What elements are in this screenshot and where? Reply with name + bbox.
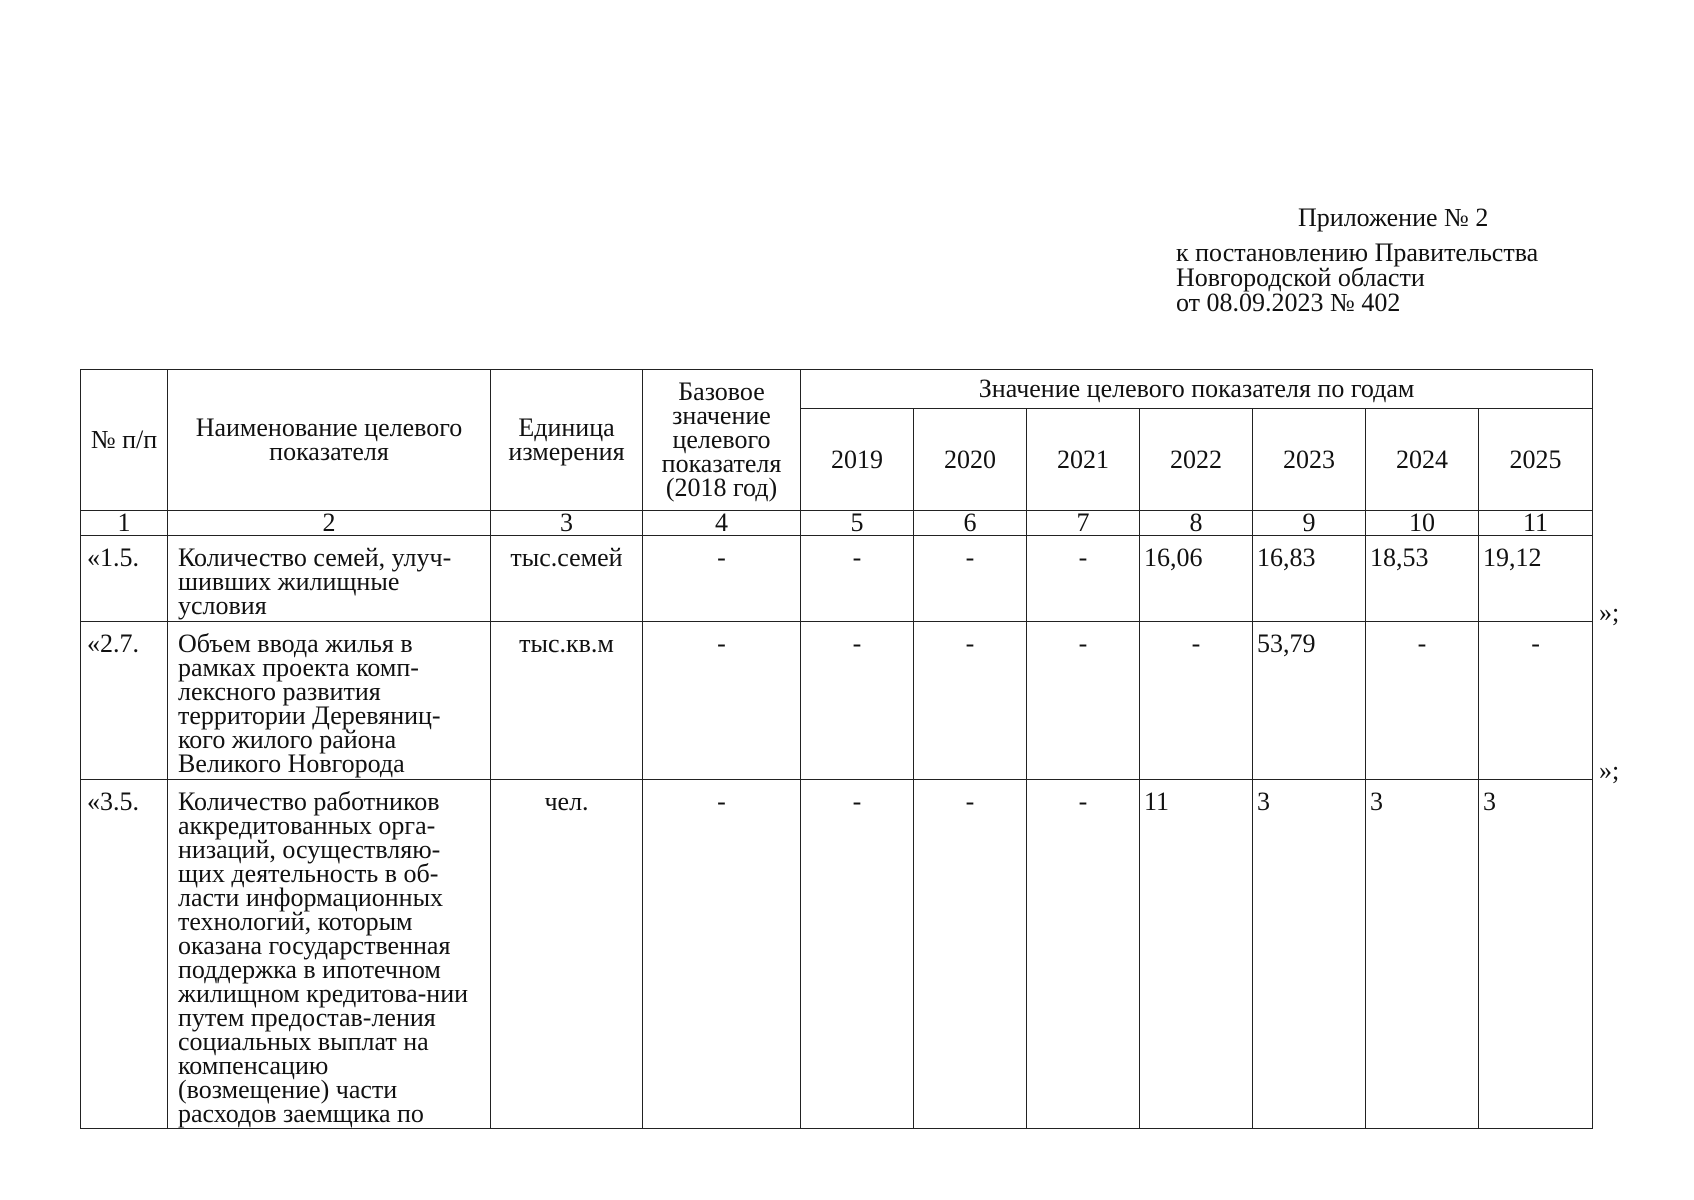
value-2023: 3 [1253, 780, 1366, 1129]
column-index: 7 [1027, 511, 1140, 536]
value-2022: 16,06 [1140, 536, 1253, 622]
appendix-header [1176, 205, 1538, 315]
year-header: 2020 [914, 409, 1027, 511]
value-2020: - [914, 536, 1027, 622]
value-2019: - [801, 622, 914, 780]
col-header-unit: Единица измерения [491, 370, 643, 511]
base-value-cell: - [643, 780, 801, 1129]
value-2020: - [914, 622, 1027, 780]
column-index: 10 [1366, 511, 1479, 536]
year-header: 2025 [1479, 409, 1593, 511]
table-row [81, 536, 1593, 622]
unit-cell: чел. [491, 780, 643, 1129]
value-2021: - [1027, 622, 1140, 780]
target-indicators-table [80, 369, 1593, 1129]
table-row [81, 622, 1593, 780]
column-index: 4 [643, 511, 801, 536]
col-header-years-group: Значение целевого показателя по годам [801, 370, 1593, 409]
column-index: 6 [914, 511, 1027, 536]
year-header: 2023 [1253, 409, 1366, 511]
value-2021: - [1027, 536, 1140, 622]
year-header: 2019 [801, 409, 914, 511]
value-2022: - [1140, 622, 1253, 780]
indicator-name: Объем ввода жилья в рамках проекта комп-лексного развития территории Деревяниц-кого жилого района Великого Новгорода [168, 622, 491, 780]
year-header: 2022 [1140, 409, 1253, 511]
value-2019: - [801, 780, 914, 1129]
col-header-number: № п/п [81, 370, 168, 511]
value-2022: 11 [1140, 780, 1253, 1129]
row-closing-quote: »; [1599, 756, 1620, 785]
column-index: 2 [168, 511, 491, 536]
col-header-base: Базовое значение целевого показателя (2018 год) [643, 370, 801, 511]
value-2025: 19,12 [1479, 536, 1593, 622]
value-2025: - [1479, 622, 1593, 780]
col-header-name: Наименование целевого показателя [168, 370, 491, 511]
row-closing-quote: »; [1599, 598, 1620, 627]
unit-cell: тыс.кв.м [491, 622, 643, 780]
value-2024: 18,53 [1366, 536, 1479, 622]
year-header: 2024 [1366, 409, 1479, 511]
year-header: 2021 [1027, 409, 1140, 511]
column-index: 3 [491, 511, 643, 536]
appendix-title: Приложение № 2 [1298, 203, 1489, 232]
column-index: 8 [1140, 511, 1253, 536]
column-index: 11 [1479, 511, 1593, 536]
indicator-name: Количество семей, улуч-шивших жилищные условия [168, 536, 491, 622]
column-index-row [81, 511, 1593, 536]
header-line: Новгородской области [1176, 263, 1425, 292]
value-2024: 3 [1366, 780, 1479, 1129]
table-row [81, 780, 1593, 1129]
value-2021: - [1027, 780, 1140, 1129]
column-index: 9 [1253, 511, 1366, 536]
value-2020: - [914, 780, 1027, 1129]
indicator-name: Количество работников аккредитованных орга-низаций, осуществляю-щих деятельность в об-ласти информационных технологий, которым оказана государственная поддержка в ипотечном жилищном кредитова-нии путем предостав-ления социальных выплат на компенсацию (возмещение) части расходов заемщика по [168, 780, 491, 1129]
value-2024: - [1366, 622, 1479, 780]
base-value-cell: - [643, 622, 801, 780]
unit-cell: тыс.семей [491, 536, 643, 622]
value-2025: 3 [1479, 780, 1593, 1129]
value-2023: 53,79 [1253, 622, 1366, 780]
column-index: 1 [81, 511, 168, 536]
header-line: от 08.09.2023 № 402 [1176, 288, 1401, 317]
base-value-cell: - [643, 536, 801, 622]
row-number: «3.5. [81, 780, 168, 1129]
row-number: «1.5. [81, 536, 168, 622]
header-line: к постановлению Правительства [1176, 238, 1539, 267]
value-2023: 16,83 [1253, 536, 1366, 622]
column-index: 5 [801, 511, 914, 536]
value-2019: - [801, 536, 914, 622]
row-number: «2.7. [81, 622, 168, 780]
